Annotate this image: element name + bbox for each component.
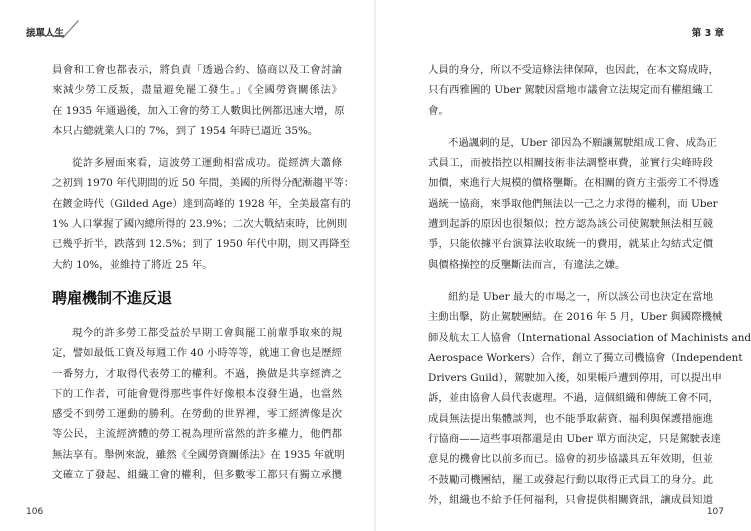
- text-line: 人員的身分，所以不受這條法律保障，也因此，在本文寫成時，: [428, 64, 719, 76]
- text-line: 在 1935 年通過後，加入工會的勞工人數與比例都迅速大增，原: [52, 104, 345, 117]
- text-line: 師及航太工人協會（International Association of Machinists and: [428, 331, 751, 344]
- paragraph: [52, 323, 345, 485]
- text-line: 下的工作者，可能會覺得那些事件好像根本沒發生過，也當然: [52, 387, 342, 400]
- text-line: 不過諷刺的是，Uber 卻因為不願讓駕駛組成工會、成為正: [448, 136, 717, 149]
- text-line: Aerospace Workers）合作，創立了獨立司機協會（Independent: [428, 351, 743, 364]
- page-number: 106: [26, 507, 44, 517]
- section-heading: 聘雇機制不進反退: [52, 288, 173, 307]
- paragraph: [428, 133, 719, 275]
- text-line: 現今的許多勞工都受益於早期工會與罷工前輩爭取來的規: [72, 326, 342, 339]
- text-line: 來減少勞工反叛，盡量避免罷工發生。」《全國勞資關係法》: [52, 84, 342, 97]
- text-line: 已幾乎折半，跌落到 12.5%；到了 1950 年代中期，則又再降至: [52, 238, 350, 251]
- text-line: 文確立了發起、組織工會的權利，但多數零工都只有獨立承攬: [52, 469, 342, 482]
- text-line: Drivers Guild），駕駛加入後，如果帳戶遭到停用，可以提出申: [428, 372, 722, 385]
- text-line: 紐約是 Uber 最大的市場之一，所以該公司也決定在當地: [448, 290, 713, 303]
- text-line: 與價格操控的反壟斷法而言，有違法之嫌。: [428, 258, 626, 271]
- text-line: 意見的機會比以前多而已。協會的初步協議具五年效期，但並: [428, 453, 713, 466]
- text-line: 式員工，而被指控以相關技術非法調整車費，並實行尖峰時段: [428, 157, 713, 170]
- text-line: 之初到 1970 年代期間的近 50 年間，美國的所得分配漸趨平等：: [52, 177, 355, 190]
- text-line: 加價，來進行大規模的價格壟斷。在相關的資方主張旁工不得透: [428, 177, 719, 190]
- text-line: 訴，並由協會人員代表處理。不過，這個組織和傳統工會不同，: [428, 392, 719, 405]
- text-line: 等公民，主流經濟體的勞工視為理所當然的許多權力，他們都: [52, 428, 342, 441]
- text-line: 感受不到勞工運動的勝利。在勞動的世界裡，零工經濟像是次: [52, 408, 342, 421]
- text-line: 成員無法提出集體談判，也不能爭取薪資、福利與保護措施進: [428, 412, 713, 425]
- right-page: [375, 0, 750, 531]
- text-line: 無法享有。舉例來說，雖然《全國勞資關係法》在 1935 年就明: [52, 448, 345, 461]
- page-number: 107: [706, 507, 724, 517]
- paragraph: [428, 60, 719, 121]
- text-line: 爭，只能依據平台演算法收取統一的費用，就某止勾結式定價: [428, 238, 713, 251]
- running-head-book-title: 接單人生: [26, 28, 65, 39]
- text-line: 本只占總就業人口的 7%，到了 1954 年時已逼近 35%。: [52, 124, 319, 137]
- text-line: 行協商——這些事項都還是由 Uber 單方面決定，只是駕駛表達: [428, 433, 721, 446]
- text-line: 外，組織也不給予任何福利，只會提供相關資訊，讓成員知道: [428, 493, 713, 506]
- header-slash-ornament: [62, 20, 79, 39]
- running-head-chapter: 第 3 章: [691, 28, 724, 39]
- paragraph: [52, 153, 355, 275]
- left-text-column: [52, 60, 355, 485]
- text-line: 主動出擊，防止駕駛團結。在 2016 年 5 月，Uber 與國際機械: [428, 311, 723, 324]
- text-line: 不鼓勵司機團結，罷工或發起行動以取得正式員工的身分。此: [428, 473, 713, 486]
- text-line: 只有西雅圖的 Uber 駕駛因當地市議會立法規定而有權組織工: [428, 84, 713, 97]
- text-line: 大約 10%，並維持了將近 25 年。: [52, 258, 213, 271]
- text-line: 1% 人口掌握了國內總所得的 23.9%；二次大戰結束時，比例則: [52, 218, 348, 231]
- text-line: 從許多層面來看，這波勞工運動相當成功。從經濟大蕭條: [72, 157, 342, 170]
- paragraph: [428, 287, 751, 510]
- header-rule: [26, 35, 64, 36]
- text-line: 一番努力，才取得代表勞工的權利。不過，換做是共享經濟之: [52, 367, 342, 380]
- text-line: 在鍍金時代（Gilded Age）達到高峰的 1928 年，全美最富有的: [52, 197, 351, 210]
- text-line: 定，譬如最低工資及每週工作 40 小時等等，就連工會也是歷經: [52, 347, 342, 360]
- paragraph: [52, 60, 345, 141]
- text-line: 過統一協商，來爭取他們無法以一己之力求得的權利，而 Uber: [428, 197, 718, 210]
- left-page: [0, 0, 375, 531]
- text-line: 遭到起訴的原因也很類似；控方認為該公司使駕駛無法相互競: [428, 218, 713, 231]
- text-line: 會。: [428, 104, 449, 117]
- text-line: 員會和工會也都表示，將負責「透過合約、協商以及工會討論: [52, 64, 342, 76]
- right-text-column: [428, 60, 751, 510]
